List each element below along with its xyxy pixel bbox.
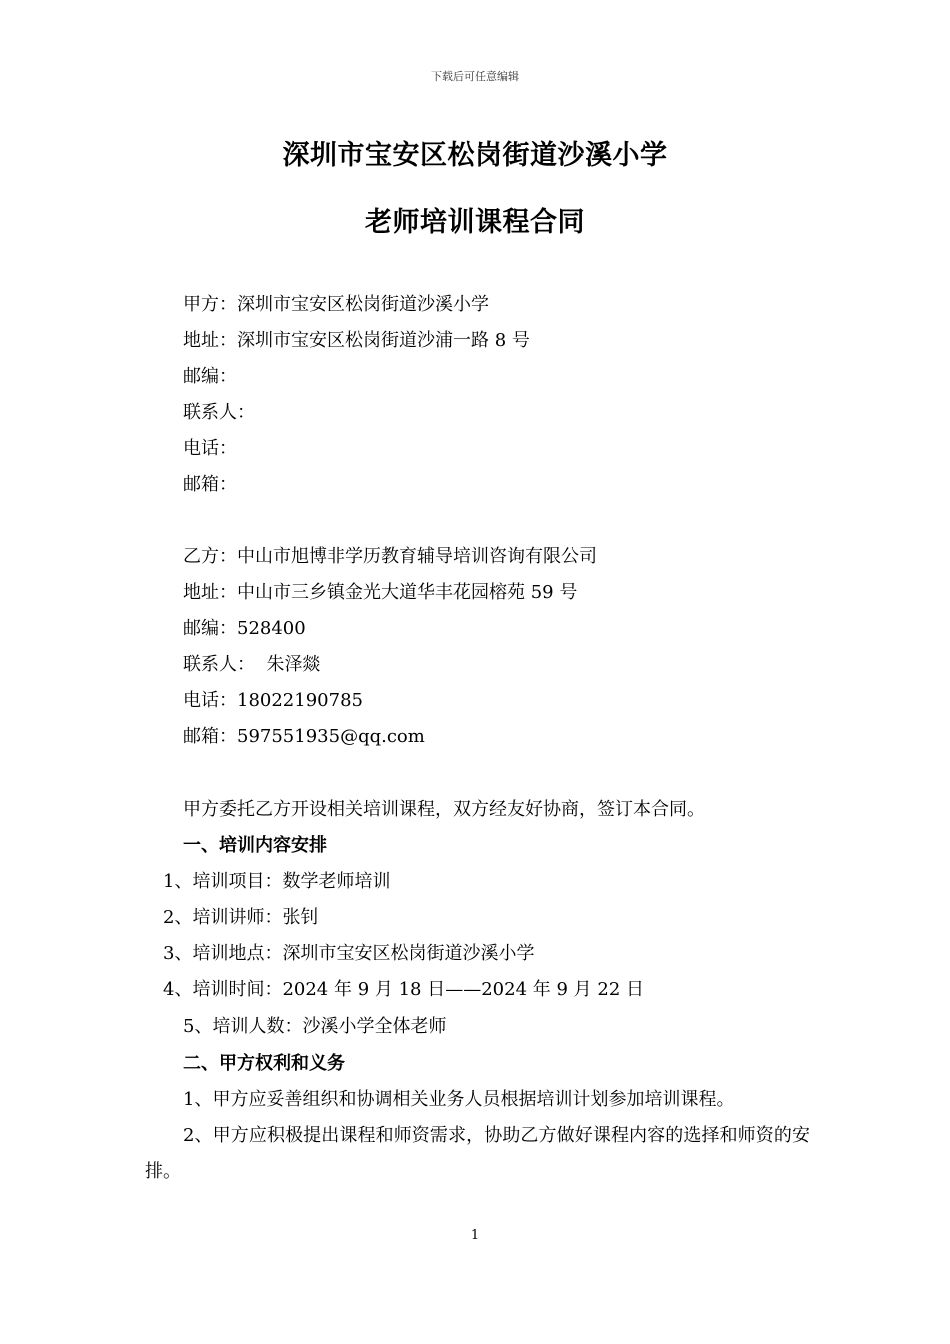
party-a-phone: 电话： xyxy=(183,438,237,459)
page-number: 1 xyxy=(470,1228,480,1243)
section-1-heading: 一、培训内容安排 xyxy=(183,835,327,856)
party-a-contact: 联系人： xyxy=(183,402,255,423)
section-1-item: 1、培训项目：数学老师培训 xyxy=(163,871,391,892)
party-a-email: 邮箱： xyxy=(183,474,237,495)
party-b-name: 乙方：中山市旭博非学历教育辅导培训咨询有限公司 xyxy=(183,546,597,567)
section-2-item: 2、甲方应积极提出课程和师资需求，协助乙方做好课程内容的选择和师资的安排。 xyxy=(145,1125,810,1182)
section-2-item: 1、甲方应妥善组织和协调相关业务人员根据培训计划参加培训课程。 xyxy=(183,1089,735,1110)
party-a-name: 甲方：深圳市宝安区松岗街道沙溪小学 xyxy=(183,294,489,315)
section-1-item: 3、培训地点：深圳市宝安区松岗街道沙溪小学 xyxy=(163,943,535,964)
party-b-email: 邮箱：597551935@qq.com xyxy=(183,726,425,747)
party-b-phone: 电话：18022190785 xyxy=(183,690,363,711)
party-b-postcode: 邮编：528400 xyxy=(183,618,306,639)
party-b-address: 地址：中山市三乡镇金光大道华丰花园榕苑 59 号 xyxy=(183,582,578,603)
section-2-heading: 二、甲方权利和义务 xyxy=(183,1053,345,1074)
contract-title-line2: 老师培训课程合同 xyxy=(365,207,585,238)
section-1-item: 4、培训时间：2024 年 9 月 18 日——2024 年 9 月 22 日 xyxy=(163,979,644,1000)
header-note: 下载后可任意编辑 xyxy=(431,70,519,83)
section-1-item: 2、培训讲师：张钊 xyxy=(163,907,319,928)
intro-paragraph: 甲方委托乙方开设相关培训课程，双方经友好协商，签订本合同。 xyxy=(183,799,705,820)
party-a-postcode: 邮编： xyxy=(183,366,237,387)
section-1-item: 5、培训人数：沙溪小学全体老师 xyxy=(183,1016,447,1037)
party-b-contact: 联系人： 朱泽燚 xyxy=(183,654,321,675)
party-a-address: 地址：深圳市宝安区松岗街道沙浦一路 8 号 xyxy=(183,330,530,351)
contract-title-line1: 深圳市宝安区松岗街道沙溪小学 xyxy=(282,140,668,171)
